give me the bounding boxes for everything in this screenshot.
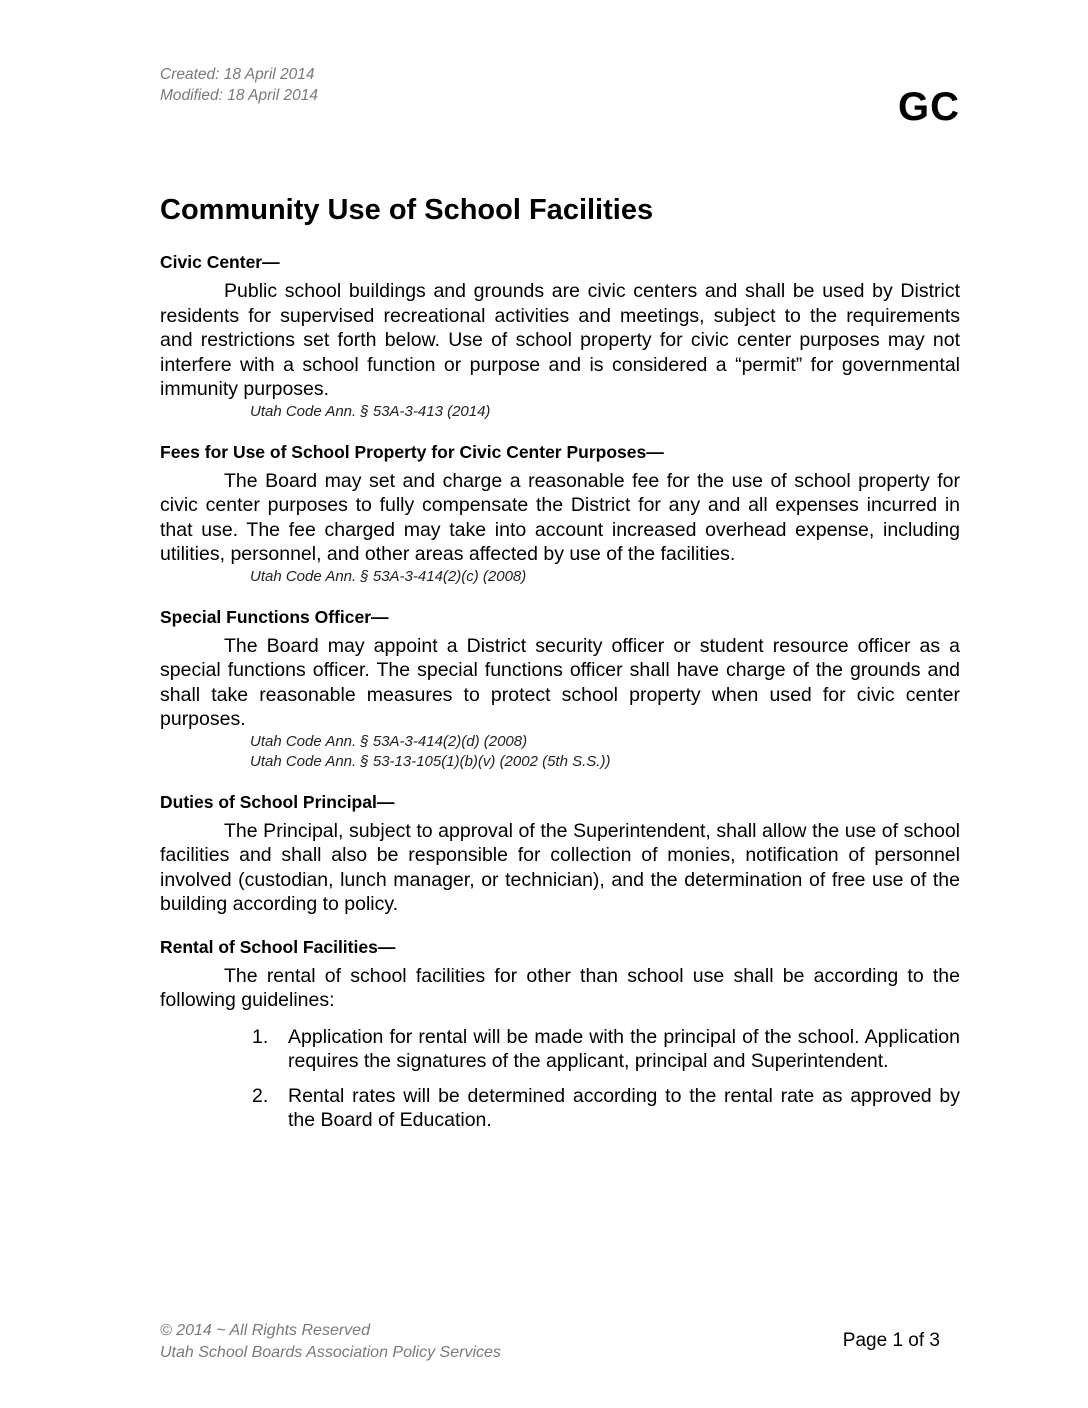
list-item-text: Rental rates will be determined according to the rental rate as approved by the Board of Education.	[288, 1084, 960, 1131]
section-duties-of-principal	[160, 790, 960, 917]
citation: Utah Code Ann. § 53A-3-414(2)(d) (2008)	[250, 732, 528, 750]
section-heading: Civic Center—	[160, 252, 280, 272]
document-body	[160, 190, 960, 1151]
citation: Utah Code Ann. § 53A-3-413 (2014)	[250, 402, 491, 420]
section-special-functions-officer	[160, 605, 960, 772]
created-date: Created: 18 April 2014	[160, 66, 315, 83]
section-heading: Duties of School Principal—	[160, 791, 395, 812]
policy-code: GC	[898, 85, 960, 129]
page-number: Page 1 of 3	[842, 1330, 940, 1351]
section-fees	[160, 440, 960, 587]
organization-name: Utah School Boards Association Policy Services	[160, 1344, 501, 1361]
section-paragraph: The rental of school facilities for other than school use shall be according to the following guidelines:	[160, 964, 960, 1011]
modified-date: Modified: 18 April 2014	[160, 87, 318, 104]
page-title: Community Use of School Facilities	[160, 194, 654, 226]
section-paragraph: The Board may appoint a District security officer or student resource officer as a special functions officer. The special functions officer shall have charge of the grounds and shall take reasonable measures to protect school property when used for civic center purposes.	[160, 634, 960, 730]
rental-guidelines-list	[160, 1025, 960, 1133]
copyright-notice: © 2014 ~ All Rights Reserved	[160, 1322, 370, 1339]
section-rental	[160, 935, 960, 1133]
section-paragraph: The Board may set and charge a reasonable fee for the use of school property for civic center purposes to fully compensate the District for any and all expenses incurred in that use. The fee charged may take into account increased overhead expense, including utilities, personnel, and other areas affected by use of the facilities.	[160, 469, 960, 565]
section-civic-center	[160, 250, 960, 422]
document-meta	[160, 64, 318, 106]
section-heading: Special Functions Officer—	[160, 606, 389, 627]
list-item-number: 1.	[252, 1025, 269, 1048]
section-paragraph: The Principal, subject to approval of the Superintendent, shall allow the use of school facilities and shall also be responsible for collection of monies, notification of personnel involved (custodian, lunch manager, or technician), and the determination of free use of the building according to policy.	[160, 819, 960, 915]
citation: Utah Code Ann. § 53-13-105(1)(b)(v) (2002 (5th S.S.))	[250, 752, 611, 770]
section-paragraph: Public school buildings and grounds are civic centers and shall be used by District residents for supervised recreational activities and meetings, subject to the requirements and restrictions set forth below. Use of school property for civic center purposes may not interfere with a school function or purpose and is considered a “permit” for governmental immunity purposes.	[160, 280, 960, 400]
citation: Utah Code Ann. § 53A-3-414(2)(c) (2008)	[250, 567, 527, 585]
list-item-number: 2.	[252, 1084, 269, 1107]
list-item	[252, 1025, 960, 1074]
footer-left	[160, 1320, 501, 1364]
section-heading: Rental of School Facilities—	[160, 936, 396, 957]
list-item	[252, 1084, 960, 1133]
section-heading: Fees for Use of School Property for Civic Center Purposes—	[160, 441, 664, 462]
list-item-text: Application for rental will be made with the principal of the school. Application requires the signatures of the applicant, principal and Superintendent.	[288, 1025, 960, 1072]
